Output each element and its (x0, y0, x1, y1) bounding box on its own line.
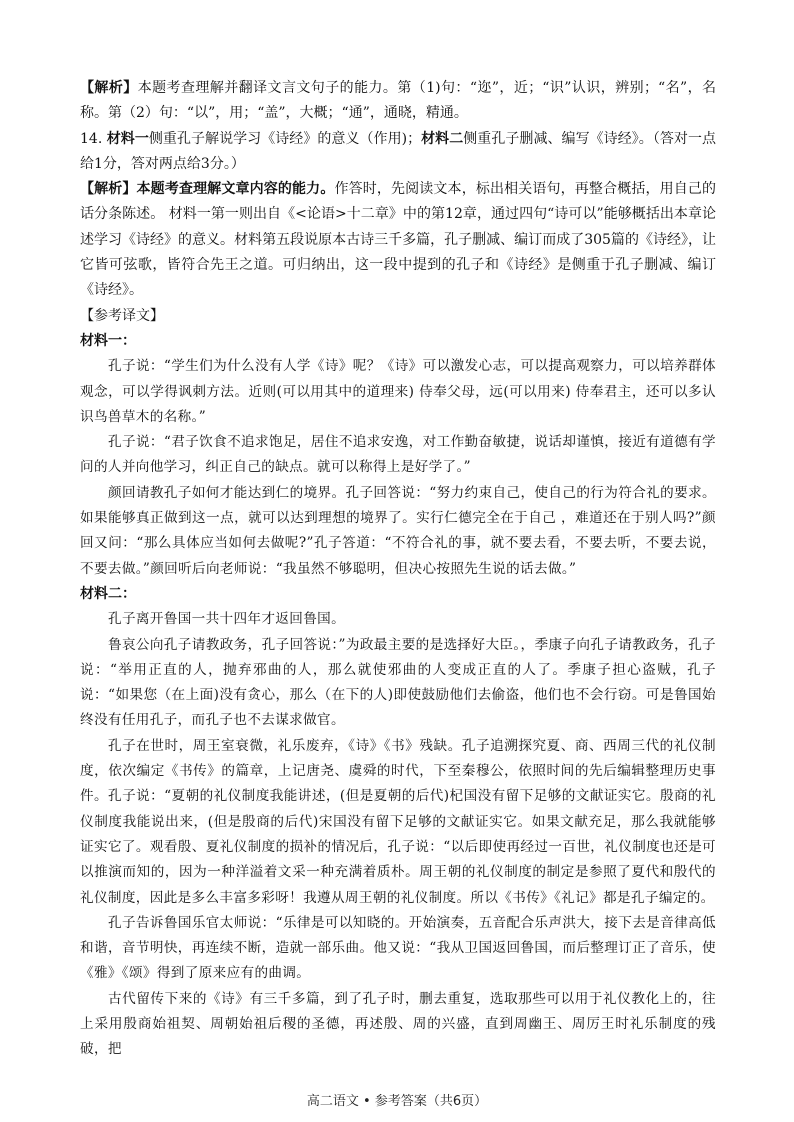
question-number: 14. (80, 130, 107, 147)
material-two-paragraph: 孔子离开鲁国一共十四年才返回鲁国。 (108, 611, 346, 628)
material-one-paragraph: 颜回请教孔子如何才能达到仁的境界。孔子回答说：“努力约束自己，使自己的行为符合礼的要求。如果能够真正做到这一点，就可以达到理想的境界了。实行仁德完全在于自己 ，难道还在于别人吗?”颜回又问：“那么具体应当如何去做呢?”孔子答道：“不符合礼的事，就不要去看，不要去听，不要去说，不要去做。”颜回听后向老师说：“我虽然不够聪明，但决心按照先生说的话去做。” (80, 484, 716, 577)
material-one-title: 材料一： (80, 332, 136, 349)
material-one-answer: 侧重孔子解说学习《诗经》的意义（作用)； (148, 130, 422, 147)
material-one-paragraph: 孔子说：“君子饮食不追求饱足，居住不追求安逸，对工作勤奋敏捷，说话却谨慎，接近有道德有学问的人并向他学习，纠正自己的缺点。就可以称得上是好学了。” (80, 434, 716, 476)
analysis-text: 作答时，先阅读文本，标出相关语句，再整合概括，用自己的话分条陈述。 材料一第一则出自《<论语>十二章》中的第12章，通过四句“诗可以”能够概括出本章论述学习《诗经》的意义。材料第五段说原本古诗三千多篇，孔子删减、编订而成了305篇的《诗经》，让它皆可弦歌，皆符合先王之道。可归纳出，这一段中提到的孔子和《诗经》是侧重于孔子删减、编订《诗经》。 (80, 181, 717, 299)
material-two-paragraph: 古代留传下来的《诗》有三千多篇，到了孔子时，删去重复，选取那些可以用于礼仪教化上的，往上采用殷商始祖契、周朝始祖后稷的圣德，再述殷、周的兴盛，直到周幽王、周厉王时礼乐制度的残破，把 (80, 990, 716, 1058)
material-two-paragraph: 孔子告诉鲁国乐官太师说：“乐律是可以知晓的。开始演奏，五音配合乐声洪大，接下去是音律高低和谐，音节明快，再连续不断，造就一部乐曲。他又说：“我从卫国返回鲁国，而后整理订正了音乐，使《雅》《颂》得到了原来应有的曲调。 (80, 914, 716, 982)
material-two-paragraph: 孔子在世时，周王室衰微，礼乐废弃，《诗》《书》残缺。孔子追溯探究夏、商、西周三代的礼仪制度，依次编定《书传》的篇章，上记唐尧、虞舜的时代，下至秦穆公，依照时间的先后编辑整理历史事件。孔子说：“夏朝的礼仪制度我能讲述，(但是夏朝的后代)杞国没有留下足够的文献证实它。殷商的礼仪制度我能说出来，(但是殷商的后代)宋国没有留下足够的文献证实它。如果文献充足，那么我就能够证实它了。观看殷、夏礼仪制度的损补的情况后，孔子说：“以后即使再经过一百世，礼仪制度也还是可以推演而知的，因为一种洋溢着文采一种充满着质朴。周王朝的礼仪制度的制定是参照了夏代和殷代的礼仪制度，因此是多么丰富多彩呀！我遵从周王朝的礼仪制度。所以《书传》《礼记》都是孔子编定的。 (80, 737, 716, 906)
answer-content (80, 76, 716, 1063)
analysis-label: 【解析】本题考查理解文章内容的能力。 (80, 181, 335, 198)
answer-q14 (80, 127, 716, 178)
material-two-paragraph: 鲁哀公向孔子请教政务，孔子回答说：”为政最主要的是选择好大臣。，季康子向孔子请教政务，孔子说：“举用正直的人，抛弃邪曲的人，那么就使邪曲的人变成正直的人了。季康子担心盗贼，孔子说：“如果您（在上面)没有贪心，那么（在下的人)即使鼓励他们去偷盗，他们也不会行窃。可是鲁国始终没有任用孔子，而孔子也不去谋求做官。 (80, 636, 716, 729)
analysis-label: 【解析】 (80, 80, 138, 96)
material-two-title: 材料二： (80, 585, 136, 602)
material-two-label: 材料二 (421, 130, 464, 147)
analysis-q13 (80, 76, 716, 127)
material-one-label: 材料一 (106, 130, 149, 147)
material-one-paragraph: 孔子说：“学生们为什么没有人学《诗》呢？《诗》可以激发心志，可以提高观察力，可以培养群体观念，可以学得讽刺方法。近则(可以用其中的道理来) 侍奉父母，远(可以用来) 侍奉君主，还可以多认识鸟兽草木的名称。” (80, 358, 716, 425)
analysis-q14 (80, 177, 716, 303)
analysis-text: 本题考查理解并翻译文言文句子的能力。第（1)句：“迩”，近；“识”认识，辨别；“名”，名称。第（2）句：“以”，用；“盖”，大概；“通”，通晓，精通。 (80, 80, 717, 122)
page-footer: 高二语文 • 参考答案（共6页） (306, 1094, 488, 1109)
material-two-answer: 侧重孔子删减、编写《诗经》。（答对一点给1分，答对两点给3分。） (80, 130, 717, 172)
translation-header: 【参考译文】 (80, 307, 164, 324)
